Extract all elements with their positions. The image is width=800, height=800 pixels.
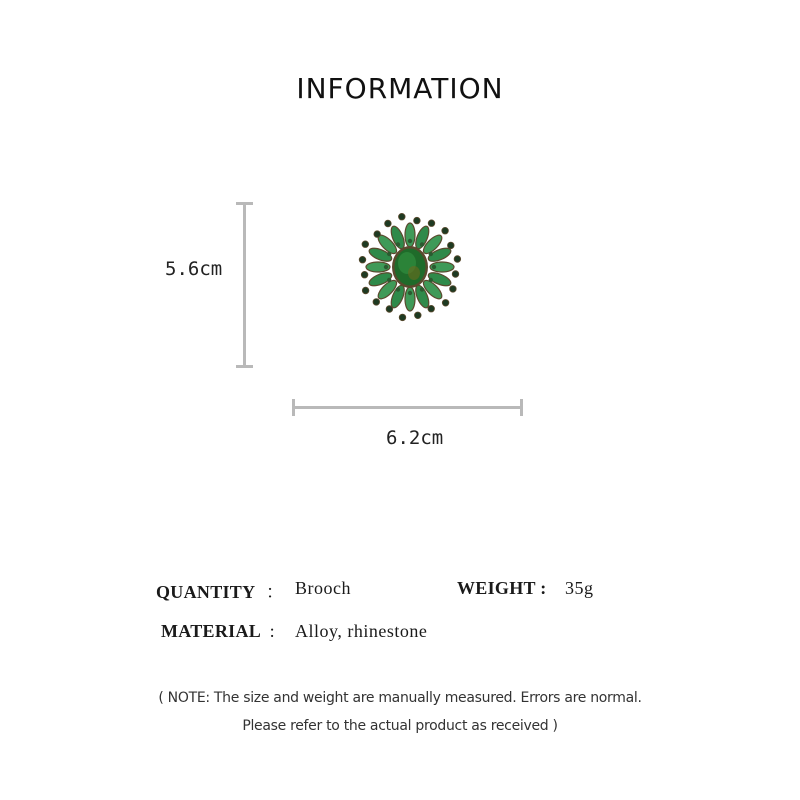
quantity-row <box>156 578 284 604</box>
weight-label: WEIGHT : <box>457 578 547 598</box>
quantity-label: QUANTITY <box>156 582 256 602</box>
height-label: 5.6cm <box>165 258 223 280</box>
green-rhinestone-brooch-icon <box>350 205 470 330</box>
page-title: INFORMATION <box>296 72 504 105</box>
quantity-separator: ： <box>265 582 284 602</box>
width-label: 6.2cm <box>386 427 444 449</box>
material-separator: : <box>269 621 275 641</box>
width-dimension-right-cap <box>520 399 523 416</box>
quantity-value: Brooch <box>295 578 351 598</box>
material-row <box>161 621 275 642</box>
note-line-2: Please refer to the actual product as received ) <box>242 718 558 734</box>
material-label: MATERIAL <box>161 621 262 641</box>
height-dimension-line <box>243 203 246 366</box>
note-line-1: ( NOTE: The size and weight are manually measured. Errors are normal. <box>158 690 642 706</box>
material-value: Alloy, rhinestone <box>295 621 428 641</box>
width-dimension-line <box>293 406 522 409</box>
weight-value: 35g <box>565 578 594 598</box>
height-dimension-bottom-cap <box>236 365 253 368</box>
